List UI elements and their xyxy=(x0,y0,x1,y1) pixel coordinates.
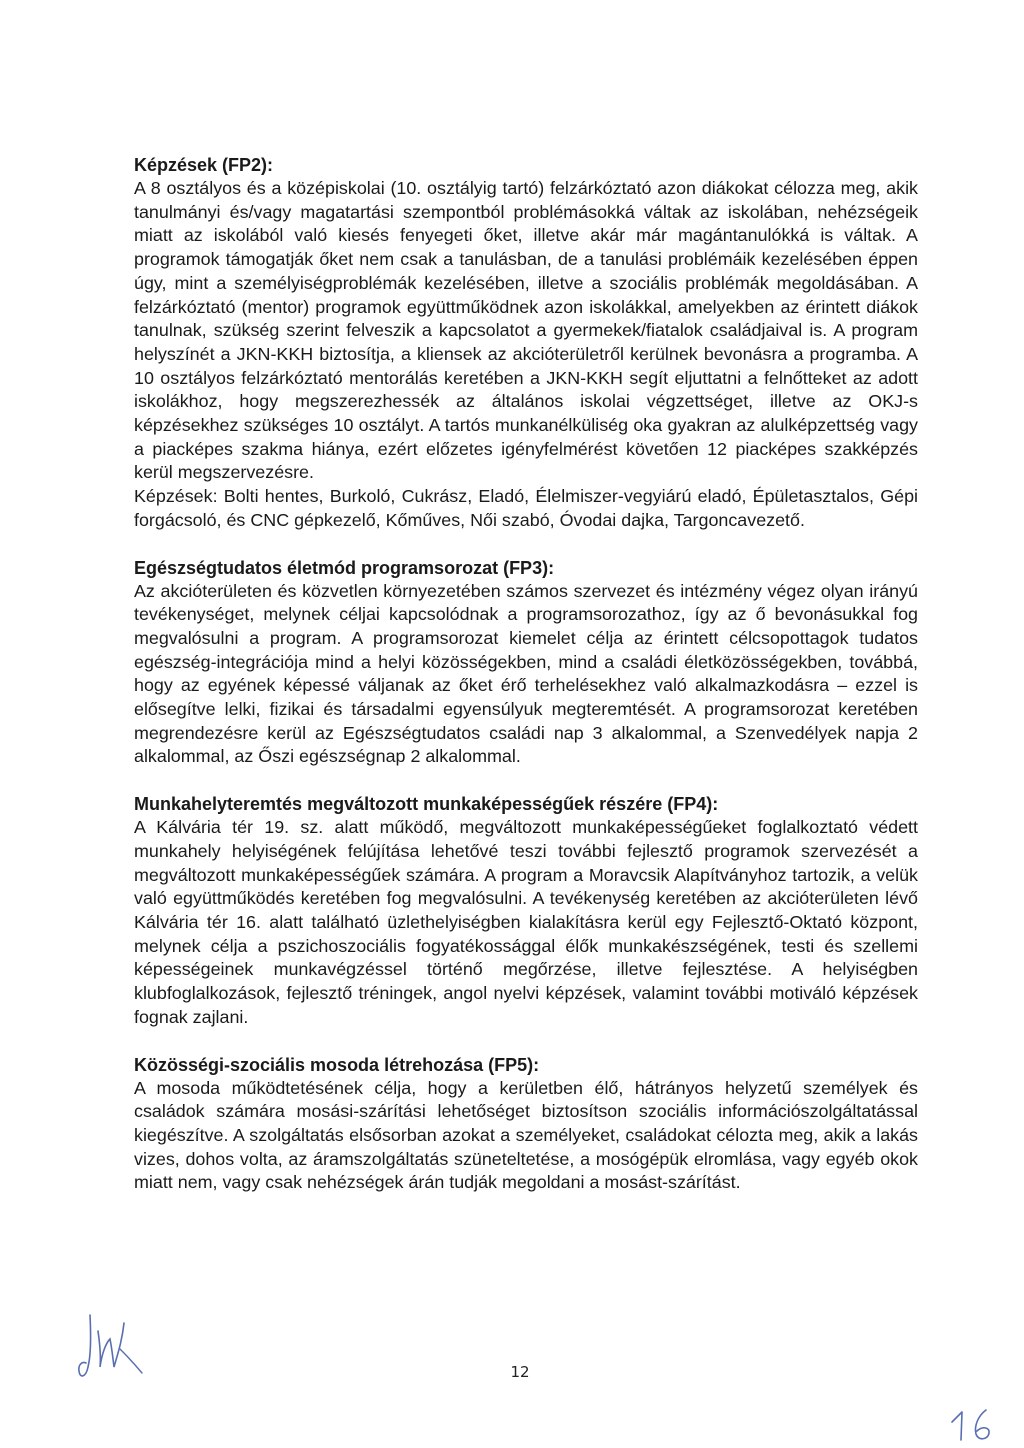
section-heading: Egészségtudatos életmód programsorozat (FP3): xyxy=(134,557,555,578)
paragraph: Képzések: Bolti hentes, Burkoló, Cukrász, Eladó, Élelmiszer-vegyiárú eladó, Épületasztalos, Gépi forgácsoló, és CNC gépkezelő, Kőműves, Női szabó, Óvodai dajka, Targoncavezető. xyxy=(134,486,918,530)
section-heading: Képzések (FP2): xyxy=(134,155,274,175)
paragraph: A 8 osztályos és a középiskolai (10. osztályig tartó) felzárkóztató azon diákokat célozza meg, akik tanulmányi és/vagy magatartási szempontból problémásokká váltak az iskolában, nehézségeik miatt az iskolából való kiesés fenyegeti őket, illetve akár már magántanulókká is váltak. A programok támogatják őket nem csak a tanulásban, de a tanulási problémáik kezelésében éppen úgy, mint a személyiségproblémák kezelésében, illetve a szociális problémák megoldásában. A felzárkóztató (mentor) programok együttműködnek azon iskolákkal, amelyekben az érintett diákok tanulnak, szükség szerint felveszik a kapcsolatot a gyermekek/fiatalok családjaival is. A program helyszínét a JKN-KKH biztosítja, a kliensek az akcióterületről kerülnek bevonásra a programba. A 10 osztályos felzárkóztató mentorálás keretében a JKN-KKH segít eljuttatni a felnőtteket az adott iskolákhoz, hogy megszerezhessék az általános iskolai végzettséget, illetve az OKJ-s képzésekhez szükséges 10 osztályt. A tartós munkanélküliség oka gyakran az alulképzettség vagy a piacképes szakma hiánya, ezért előzetes igényfelmérést követően 12 piacképes szakképzés kerül megszervezésre. xyxy=(134,178,918,483)
section-heading: Munkahelyteremtés megváltozott munkaképességűek részére (FP4): xyxy=(134,794,719,815)
section-fp4 xyxy=(134,793,918,1029)
paragraph: A mosoda működtetésének célja, hogy a kerületben élő, hátrányos helyzetű személyek és családok számára mosási-szárítási lehetőséget biztosítson szociális információszolgáltatással kiegészítve. A szolgáltatás elsősorban azokat a személyeket, családokat célozta meg, akik a lakás vizes, dohos volta, az áramszolgáltatás szüneteltetése, a mosógépük elromlása, vagy egyéb okok miatt nem, vagy csak nehézségek árán tudják megoldani a mosást-szárítást. xyxy=(134,1077,918,1193)
section-fp2 xyxy=(134,154,918,533)
paragraph: Az akcióterületen és közvetlen környezetében számos szervezet és intézmény végez olyan irányú tevékenységet, melynek céljai kapcsolódnak a programsorozathoz, így az ő bevonásukkal fog megvalósulni a program. A programsorozat kiemelet célja az érintett célcsopottagok tudatos egészség-integrációja mind a helyi közösségekben, mind a családi életközösségekben, továbbá, hogy az egyének képessé váljanak az őket érő terhelésekhez való alkalmazkodásra – ezzel is elősegítve lelki, fizikai és társadalmi egyensúlyuk megteremtését. A programsorozat keretében megrendezésre kerül az Egészségtudatos családi nap 3 alkalommal, a Szenvedélyek napja 2 alkalommal, az Őszi egészségnap 2 alkalommal. xyxy=(134,580,918,767)
section-fp5 xyxy=(134,1054,918,1196)
document-body xyxy=(134,154,918,1219)
paragraph: A Kálvária tér 19. sz. alatt működő, megváltozott munkaképességűeket foglalkoztató védett munkahely helyiségének felújítása lehetővé teszi további fejlesztő programok szervezését a megváltozott munkaképességűek számára. A program a Moravcsik Alapítványhoz tartozik, a velük való együttműködés keretében fog megvalósulni. A tevékenység keretében az akcióterületen lévő Kálvária tér 16. alatt található üzlethelyiségben kialakításra kerül egy Fejlesztő-Oktató központ, melynek célja a pszichoszociális fogyatékossággal élők munkakészségének, testi és szellemi képességeinek munkavégzéssel történő megőrzése, illetve fejlesztése. A helyiségben klubfoglalkozások, fejlesztő tréningek, angol nyelvi képzések, valamint további motiváló képzések fognak zajlani. xyxy=(134,817,918,1027)
section-heading: Közösségi-szociális mosoda létrehozása (FP5): xyxy=(134,1054,540,1075)
page-number: 12 xyxy=(510,1363,530,1381)
handwritten-page-number-icon xyxy=(948,1408,998,1442)
section-fp3 xyxy=(134,557,918,770)
